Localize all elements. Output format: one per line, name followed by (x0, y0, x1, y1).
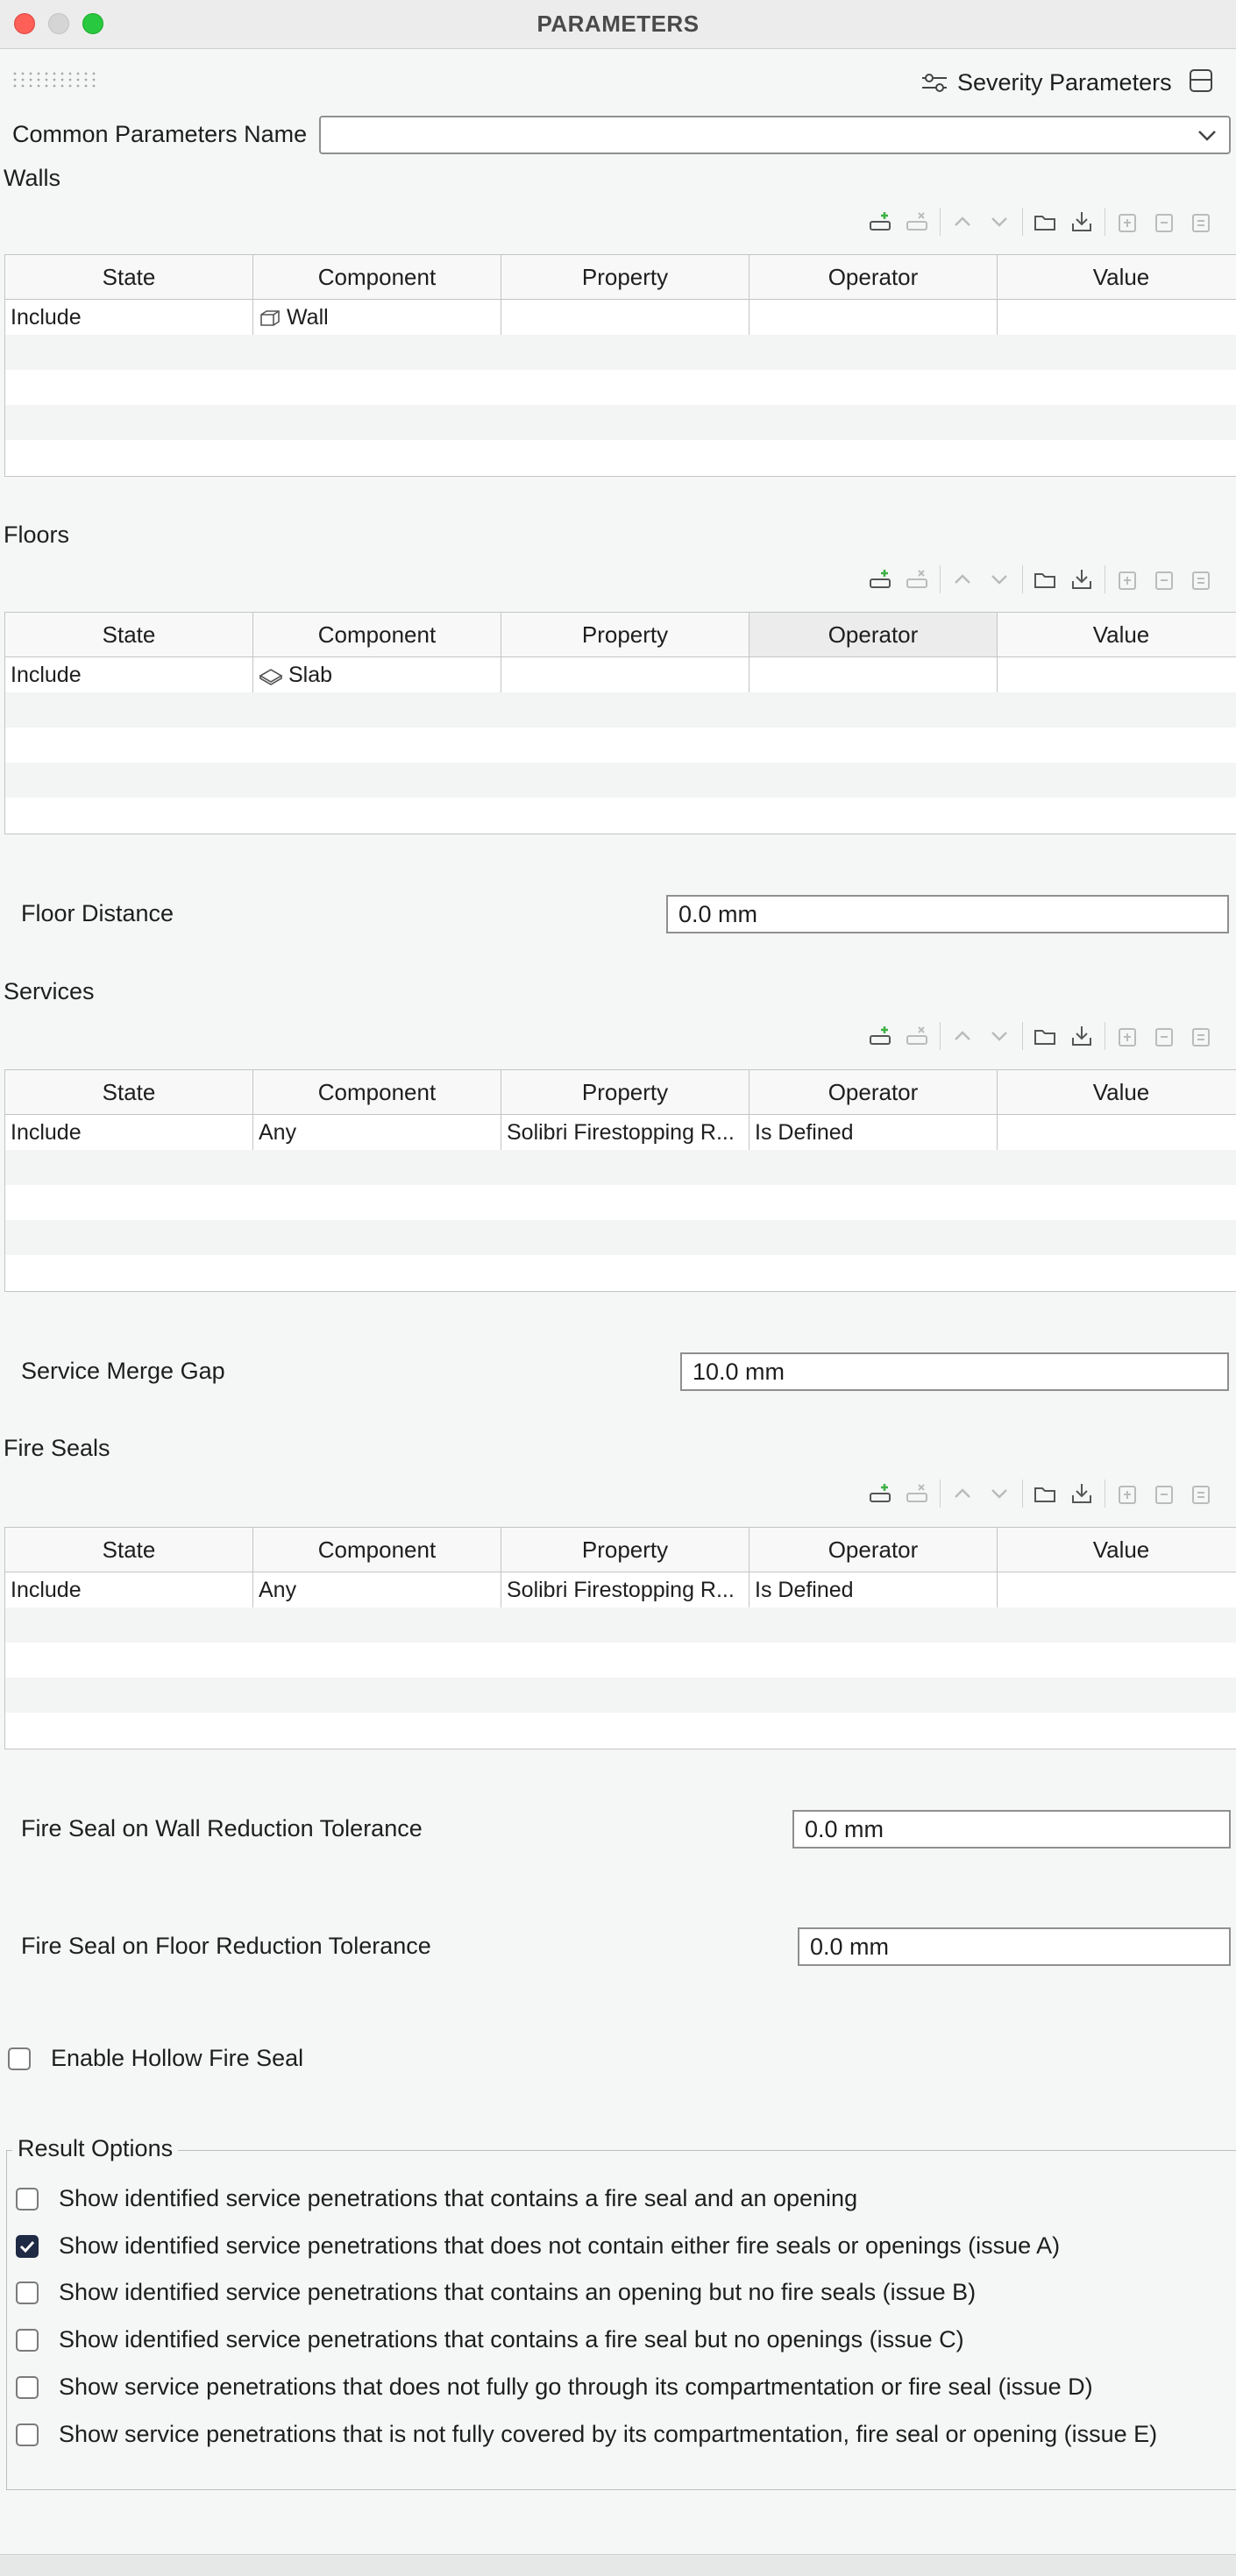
paste-clipboard-icon[interactable] (1189, 567, 1213, 592)
table-header (5, 255, 1236, 300)
walls-toolbar (859, 204, 1236, 239)
severity-parameters-label: Severity Parameters (957, 68, 1172, 96)
floors-section-title: Floors (4, 522, 70, 548)
floors-table (4, 612, 1236, 834)
move-up-icon[interactable] (950, 1024, 975, 1048)
remove-row-icon[interactable] (905, 567, 929, 592)
cell-property[interactable]: Solibri Firestopping R... (501, 1115, 749, 1150)
table-row-empty (5, 1220, 1236, 1255)
component-label: Slab (288, 663, 333, 687)
cell-component[interactable]: Any (253, 1115, 501, 1150)
table-row-empty (5, 1150, 1236, 1185)
title-bar (0, 0, 1236, 49)
column-header-state[interactable]: State (5, 1528, 253, 1572)
floors-toolbar (859, 562, 1236, 597)
walls-table (4, 254, 1236, 477)
floor-distance-input[interactable]: 0.0 mm (666, 895, 1229, 933)
service-merge-gap-label: Service Merge Gap (21, 1358, 225, 1384)
option-label-fire-seal-and-opening: Show identified service penetrations that contains a fire seal and an opening (59, 2185, 858, 2211)
column-header-value[interactable]: Value (998, 1528, 1236, 1572)
table-header (5, 1528, 1236, 1572)
folder-icon[interactable] (1033, 567, 1057, 592)
cell-operator[interactable] (749, 657, 998, 692)
column-header-operator[interactable]: Operator (749, 613, 998, 656)
table-row[interactable] (5, 300, 1236, 335)
option-label-issue-b: Show identified service penetrations that contains an opening but no fire seals (issue B) (59, 2279, 977, 2305)
add-clipboard-icon[interactable] (1115, 1481, 1140, 1506)
remove-clipboard-icon[interactable] (1152, 209, 1176, 234)
table-row-empty (5, 1255, 1236, 1290)
option-label-issue-a: Show identified service penetrations that does not contain either fire seals or openings (issue A) (59, 2232, 1061, 2259)
table-row-empty (5, 1713, 1236, 1748)
walls-section-title: Walls (4, 165, 60, 191)
option-checkbox-issue-a[interactable] (16, 2235, 39, 2258)
column-header-state[interactable]: State (5, 613, 253, 656)
services-section-title: Services (4, 978, 95, 1004)
enable-hollow-label: Enable Hollow Fire Seal (51, 2045, 304, 2071)
column-header-property[interactable]: Property (501, 1070, 749, 1114)
paste-clipboard-icon[interactable] (1189, 1481, 1213, 1506)
move-down-icon[interactable] (987, 1481, 1012, 1506)
table-header (5, 613, 1236, 657)
fire-seals-section-title: Fire Seals (4, 1435, 110, 1461)
option-checkbox-issue-b[interactable] (16, 2281, 39, 2304)
option-label-issue-e: Show service penetrations that is not fully covered by its compartmentation, fire seal or opening (issue E) (59, 2421, 1158, 2447)
remove-row-icon[interactable] (905, 209, 929, 234)
cell-value[interactable] (998, 300, 1236, 335)
folder-icon[interactable] (1033, 209, 1057, 234)
cell-state[interactable]: Include (5, 1115, 253, 1150)
common-parameters-label: Common Parameters Name (12, 121, 308, 147)
move-down-icon[interactable] (987, 1024, 1012, 1048)
column-header-component[interactable]: Component (253, 613, 501, 656)
column-header-operator[interactable]: Operator (749, 1070, 998, 1114)
floor-distance-label: Floor Distance (21, 900, 174, 926)
column-header-state[interactable]: State (5, 1070, 253, 1114)
add-clipboard-icon[interactable] (1115, 209, 1140, 234)
table-row-empty (5, 370, 1236, 405)
option-checkbox-issue-d[interactable] (16, 2376, 39, 2399)
table-row[interactable] (5, 657, 1236, 692)
table-row[interactable] (5, 1572, 1236, 1607)
cell-component[interactable] (253, 300, 501, 335)
column-header-operator[interactable]: Operator (749, 1528, 998, 1572)
remove-row-icon[interactable] (905, 1024, 929, 1048)
drag-handle-icon[interactable] (12, 70, 96, 89)
cell-property[interactable] (501, 300, 749, 335)
severity-parameters-button[interactable] (920, 67, 1172, 98)
column-header-component[interactable]: Component (253, 255, 501, 299)
table-row-empty (5, 763, 1236, 798)
table-row-empty (5, 440, 1236, 475)
cell-property[interactable] (501, 657, 749, 692)
fire-seals-toolbar (859, 1476, 1236, 1511)
chevron-down-icon (1197, 130, 1217, 142)
column-header-value[interactable]: Value (998, 255, 1236, 299)
table-row-empty (5, 1643, 1236, 1678)
wall-tolerance-input[interactable]: 0.0 mm (792, 1810, 1231, 1849)
cell-operator[interactable] (749, 300, 998, 335)
cell-component[interactable]: Any (253, 1572, 501, 1607)
column-header-property[interactable]: Property (501, 255, 749, 299)
import-icon[interactable] (1069, 1024, 1094, 1048)
enable-hollow-checkbox[interactable] (8, 2047, 31, 2070)
window-title: PARAMETERS (536, 11, 700, 37)
table-row-empty (5, 692, 1236, 727)
column-header-state[interactable]: State (5, 255, 253, 299)
move-down-icon[interactable] (987, 209, 1012, 234)
table-row-empty (5, 1678, 1236, 1713)
paste-clipboard-icon[interactable] (1189, 209, 1213, 234)
folder-icon[interactable] (1033, 1024, 1057, 1048)
column-header-component[interactable]: Component (253, 1070, 501, 1114)
remove-clipboard-icon[interactable] (1152, 1481, 1176, 1506)
column-header-value[interactable]: Value (998, 613, 1236, 656)
floor-tolerance-label: Fire Seal on Floor Reduction Tolerance (21, 1933, 431, 1959)
column-header-property[interactable]: Property (501, 613, 749, 656)
table-row[interactable] (5, 1115, 1236, 1150)
column-header-property[interactable]: Property (501, 1528, 749, 1572)
add-row-icon[interactable] (868, 1481, 892, 1506)
move-up-icon[interactable] (950, 1481, 975, 1506)
common-parameters-dropdown[interactable] (319, 116, 1231, 154)
paste-clipboard-icon[interactable] (1189, 1024, 1213, 1048)
cell-operator[interactable]: Is Defined (749, 1115, 998, 1150)
add-clipboard-icon[interactable] (1115, 1024, 1140, 1048)
add-row-icon[interactable] (868, 567, 892, 592)
table-header (5, 1070, 1236, 1115)
cell-value[interactable] (998, 657, 1236, 692)
remove-clipboard-icon[interactable] (1152, 567, 1176, 592)
column-header-component[interactable]: Component (253, 1528, 501, 1572)
cell-value[interactable] (998, 1572, 1236, 1607)
services-table (4, 1069, 1236, 1292)
folder-icon[interactable] (1033, 1481, 1057, 1506)
import-icon[interactable] (1069, 209, 1094, 234)
component-label: Wall (287, 305, 329, 330)
cell-operator[interactable]: Is Defined (749, 1572, 998, 1607)
remove-clipboard-icon[interactable] (1152, 1024, 1176, 1048)
option-checkbox-issue-c[interactable] (16, 2329, 39, 2352)
table-row-empty (5, 405, 1236, 440)
table-row-empty (5, 1607, 1236, 1643)
table-row-empty (5, 727, 1236, 763)
option-label-issue-c: Show identified service penetrations that contains a fire seal but no openings (issue C) (59, 2326, 964, 2352)
fire-seals-table (4, 1527, 1236, 1749)
option-label-issue-d: Show service penetrations that does not fully go through its compartmentation or fire seal (issue D) (59, 2374, 1093, 2400)
result-options-title: Result Options (12, 2135, 178, 2162)
wall-icon (259, 309, 281, 328)
table-row-empty (5, 798, 1236, 833)
slab-icon (259, 666, 283, 685)
add-clipboard-icon[interactable] (1115, 567, 1140, 592)
cell-component[interactable] (253, 657, 501, 692)
panel-layout-icon[interactable] (1189, 68, 1213, 93)
floor-tolerance-input[interactable]: 0.0 mm (798, 1927, 1231, 1966)
option-checkbox-fire-seal-and-opening[interactable] (16, 2188, 39, 2211)
move-down-icon[interactable] (987, 567, 1012, 592)
cell-state[interactable]: Include (5, 300, 253, 335)
table-row-empty (5, 335, 1236, 370)
remove-row-icon[interactable] (905, 1481, 929, 1506)
cell-state[interactable]: Include (5, 657, 253, 692)
column-header-value[interactable]: Value (998, 1070, 1236, 1114)
table-row-empty (5, 1185, 1236, 1220)
option-checkbox-issue-e[interactable] (16, 2423, 39, 2446)
services-toolbar (859, 1018, 1236, 1054)
service-merge-gap-input[interactable]: 10.0 mm (680, 1352, 1229, 1391)
column-header-operator[interactable]: Operator (749, 255, 998, 299)
import-icon[interactable] (1069, 567, 1094, 592)
move-up-icon[interactable] (950, 209, 975, 234)
move-up-icon[interactable] (950, 567, 975, 592)
cell-property[interactable]: Solibri Firestopping R... (501, 1572, 749, 1607)
import-icon[interactable] (1069, 1481, 1094, 1506)
wall-tolerance-label: Fire Seal on Wall Reduction Tolerance (21, 1815, 423, 1842)
bottom-resize-bar[interactable] (0, 2554, 1236, 2576)
cell-state[interactable]: Include (5, 1572, 253, 1607)
sliders-icon (920, 70, 948, 95)
add-row-icon[interactable] (868, 209, 892, 234)
cell-value[interactable] (998, 1115, 1236, 1150)
add-row-icon[interactable] (868, 1024, 892, 1048)
